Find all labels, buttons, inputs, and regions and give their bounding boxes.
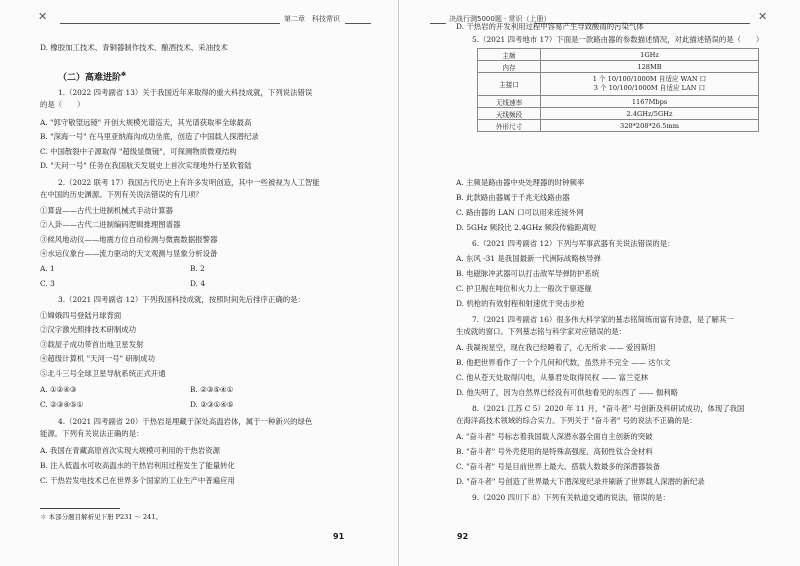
spec-key: 主频 [478,49,541,61]
option-a: A. ①②④③ [40,385,77,394]
option-d: D. 他失明了，因为自然界已经没有可供他看见的东西了 —— 伽利略 [456,388,678,397]
book-header: 决战行测5000题 · 常识（上册） [449,15,551,23]
option-d: D. 干热岩的开发利用过程中容易产生导致酸雨的污染气体 [456,22,644,31]
spec-value-text: 1 个 10/100/1000M 自适应 WAN 口 3 个 10/100/1000M 自适应 LAN 口 [592,75,707,92]
option-b: B. 此款路由器属于千兆无线路由器 [456,193,570,202]
header-rule [60,23,280,24]
option-b: B. 注入低温水可收高温水的干热岩利用过程发生了能量转化 [40,461,235,470]
header-rule-end [345,23,371,24]
question-text: 2.（2022 联考 17）我国古代历史上有许多发明创造，其中一些被视为人工智能 [58,178,320,187]
chapter-header: 第二章 科技常识 [284,15,340,23]
option-c: C. "奋斗者" 号是目前世界上最大、搭载人数最多的深潜器装备 [456,462,661,471]
left-page [0,0,399,566]
option-c: C. 3 [40,279,55,288]
question-text: 9.（2020 四川下 8）下列有关轨道交通的说法，错误的是： [472,493,670,502]
option-a: A. 主频是路由器中央处理器的时钟频率 [456,178,585,187]
text-line: D. 橡胶加工技术、青铜器制作技术、酿酒技术、采油技术 [40,43,228,52]
question-text: 1.（2022 四考副省 13）关于我国近年来取得的重大科技成就，下列说法错误 [58,88,313,97]
option-d: D. 机枪的有效射程和射速优于突击步枪 [456,299,585,308]
table-row [478,73,759,96]
option-b: B. "奋斗者" 号外壳使用的是特殊高强度、高韧性钛合金材料 [456,447,653,456]
question-text: 8.（2021 江苏 C 5）2020 年 11 月，"奋斗者" 号创新及科研试成功，体现了我国 [472,404,745,413]
spec-value [541,73,759,96]
option-b: B. 电磁脉冲武器可以打击敌军导弹防护系统 [456,269,600,278]
page-number: 92 [457,532,469,541]
spec-key: 天线频段 [478,108,541,120]
section-mark: ✽ [121,71,127,78]
table-row [478,120,759,132]
spec-value: 128MB [541,61,759,73]
list-item: ①嫦娥四号登陆月球背面 [40,311,122,320]
question-text: 5.（2021 四考地市 17）下面是一款路由器的参数描述情况，对此描述错误的是（ ） [472,35,764,44]
header-rule-start [430,23,446,24]
question-text: 生成就的窗口。下列墓志铭与科学家对应错误的是： [456,327,626,336]
option-d: D. "天问一号" 任务在我国航天发展史上首次实现地外行星软着陆 [40,161,252,170]
option-a: A. 我国在青藏高原首次实现大规模可利用的干热岩资源 [40,446,221,455]
spec-key: 无线速率 [478,96,541,108]
table-row [478,108,759,120]
option-b: B. "深海一号" 在马里亚纳海沟成功坐底，创造了中国载人探潜纪录 [40,132,259,141]
option-c: C. 中国散裂中子源取得 "超级显微镜"，可探测物质微观结构 [40,147,237,156]
option-b: B. 2 [190,264,205,273]
option-d: D. 5GHz 频段比 2.4GHz 频段传输距离短 [456,223,597,232]
option-a: A. 东风 -31 是我国最新一代洲际战略核导弹 [456,254,601,263]
list-item: ②汉字激光照排技术研制成功 [40,325,137,334]
table-row [478,96,759,108]
option-d: D. "奋斗者" 号创造了世界最大下潜深度纪录并刷新了世界载人深潜的新纪录 [456,477,705,486]
list-item: ①算盘——古代士进制机械式手动计算器 [40,206,174,215]
option-a: A. 1 [40,264,55,273]
option-d: D. 4 [190,279,206,288]
question-text: 3.（2021 四考副省 12）下列我国科技成就，按照时间先后排序正确的是： [58,295,305,304]
option-c: C. ②③④⑤① [40,400,84,409]
spec-key: 内存 [478,61,541,73]
option-a: A. "郭守敬望远镜" 开创大规模光谱巡天，其光谱获取率全球最高 [40,118,252,127]
option-d: D. ②③①④⑤ [190,400,234,409]
option-a: A. "奋斗者" 号标志着我国载人深潜水器全面自主创新的突破 [456,432,653,441]
option-b: B. ②③⑤④① [190,385,234,394]
question-text: 6.（2021 四考副省 12）下列与军事武器有关说法错误的是： [472,239,675,248]
question-text: 在中国的历史渊源。下列有关说法错误的有几项？ [40,190,203,199]
question-text: 7.（2021 四考副省 16）很多伟大科学家的墓志铭简练而富有诗意，是了解其一 [472,315,734,324]
table-row [478,61,759,73]
option-c: C. 护卫舰在吨位和火力上一般次于驱逐舰 [456,284,592,293]
list-item: ③候风地动仪——地震方位自动检测与微震数据报警器 [40,235,218,244]
page-number: 91 [333,532,345,541]
spec-value: 2.4GHz/5GHz [541,108,759,120]
option-a: A. 我凝视星空，现在我已经睡着了，心无所求 —— 爱因斯坦 [456,343,656,352]
spec-key: 主接口 [478,73,541,96]
corner-mark-icon: ✕ [38,10,48,23]
spec-value: 1GHz [541,49,759,61]
question-text: 在海洋高技术领域的综合实力。下列关于 "奋斗者" 号的说法不正确的是： [456,416,697,425]
option-c: C. 干热岩发电技术已在世界多个国家的工业生产中普遍应用 [40,476,235,485]
question-text: 的是（ ） [40,100,85,109]
question-text: 4.（2021 四考副省 20）干热岩是埋藏于深处高温岩体，属于一种新兴的绿色 [58,417,313,426]
footnote-rule [40,508,120,509]
spec-key: 外形尺寸 [478,120,541,132]
list-item: ②入卦——古代二进制编码逻辑推理图谱器 [40,220,181,229]
list-item: ⑤北斗三号全球卫星导航系统正式开通 [40,369,166,378]
footnote: ✽ 本部分题目解析见下册 P231 ～ 241。 [40,513,162,521]
table-row [478,49,759,61]
option-c: C. 他从苍天处取得闪电，从暴君处取得民权 —— 富兰克林 [456,373,649,382]
list-item: ③载屋子成功带首出地卫星发射 [40,340,144,349]
list-item: ④水运仪象台——流力驱动的天文观测与显象分析设备 [40,249,218,258]
corner-mark-icon: ✕ [758,10,768,23]
option-b: B. 他把世界看作了一个个几何和代数，虽然并不完全 —— 达尔文 [456,358,671,367]
router-spec-table [477,48,759,132]
question-text: 能源。下列有关说法正确的是： [40,429,144,438]
list-item: ④超级计算机 "天河一号" 研制成功 [40,354,155,363]
spec-value: 1167Mbps [541,96,759,108]
option-c: C. 路由器的 LAN 口可以用来连接外网 [456,208,584,217]
section-title: （二）高难进阶✽ [58,71,127,83]
spec-value: 320*208*26.5mm [541,120,759,132]
